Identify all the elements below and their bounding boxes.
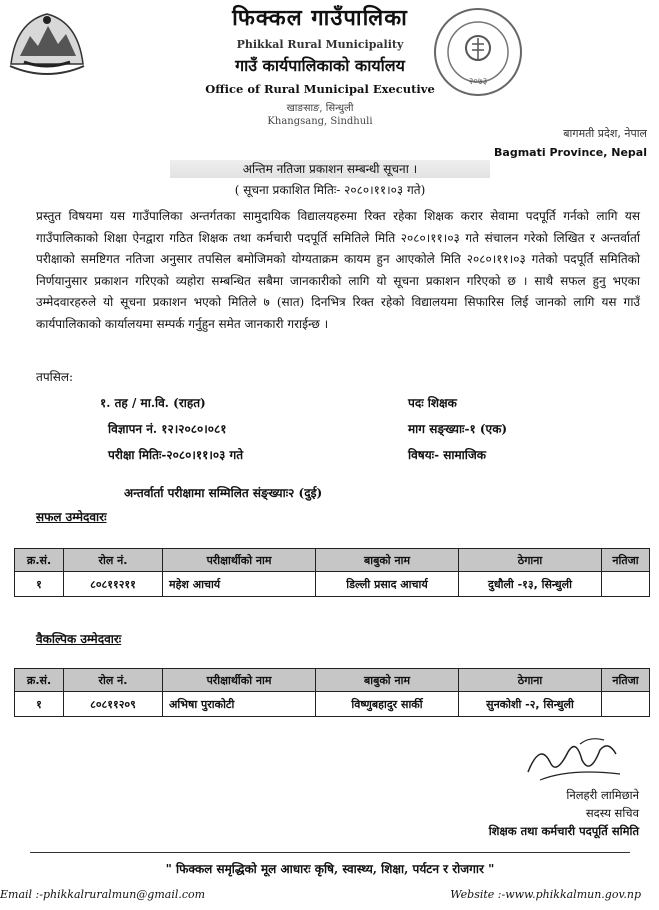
footer-divider	[30, 852, 630, 853]
office-title-ne: गाउँ कार्यपालिकाको कार्यालय	[235, 56, 405, 75]
cell-sn: १	[15, 692, 64, 717]
province-ne: बागमती प्रदेश, नेपाल	[563, 127, 647, 140]
col-father: बाबुको नाम	[316, 669, 459, 692]
subject-detail: विषयः- सामाजिक	[408, 448, 486, 462]
svg-text:२०७३: २०७३	[468, 77, 488, 87]
cell-address: दुधौली -१३, सिन्धुली	[459, 572, 602, 597]
interview-count: अन्तर्वार्ता परीक्षामा सम्मिलित संङ्ख्याः२ (दुई)	[124, 486, 323, 500]
alternate-title: वैकल्पिक उम्मेदवारः	[36, 632, 122, 646]
post-detail: पदः शिक्षक	[408, 396, 457, 410]
successful-title: सफल उम्मेदवारः	[36, 510, 107, 524]
col-sn: क्र.सं.	[15, 549, 64, 572]
demand-detail: माग सङ्ख्याः-१ (एक)	[408, 422, 508, 436]
signatory-committee: शिक्षक तथा कर्मचारी पदपूर्ति समिति	[488, 824, 639, 838]
cell-result	[602, 692, 650, 717]
footer-slogan: " फिक्कल समृद्धिको मूल आधारः कृषि, स्वास्थ्य, शिक्षा, पर्यटन र रोजगार "	[165, 862, 495, 876]
cell-roll: ८०८११२०९	[64, 692, 163, 717]
place-ne: खाङसाङ, सिन्धुली	[286, 103, 354, 114]
col-roll: रोल नं.	[64, 549, 163, 572]
cell-father: डिल्ली प्रसाद आचार्य	[316, 572, 459, 597]
col-name: परीक्षार्थीको नाम	[163, 549, 316, 572]
col-sn: क्र.सं.	[15, 669, 64, 692]
footer-website: Website :-www.phikkalmun.gov.np	[450, 888, 641, 901]
cell-name: महेश आचार्य	[163, 572, 316, 597]
handwritten-signature	[520, 732, 630, 786]
alternate-table	[14, 668, 650, 717]
successful-table	[14, 548, 650, 597]
notice-body: प्रस्तुत विषयमा यस गाउँपालिका अन्तर्गतका सामुदायिक विद्यालयहरुमा रिक्त रहेका शिक्षक करार सेवामा पदपूर्ति गर्नको लागि यस गाउँपालिकाको शिक्षा ऐनद्वारा गठित शिक्षक तथा कर्मचारी पदपूर्ति समितिले मिति २०८०।११।०३ गते संचालन गरेको लिखित र अन्तर्वार्ता परीक्षाको समष्टिगत नतिजा अनुसार तपसिल बमोजिमको योग्यताक्रम कायम हुन आएकोले मिति २०८०।११।०३ गतेको पदपूर्ति समितिको निर्णयानुसार प्रकाशन गरिएको व्यहोरा सम्बन्धित सबैमा जानकारीको लागि यो सूचना प्रकाशन गरिएको छ । साथै सफल हुनु भएका उम्मेदवारहरुले यो सूचना प्रकाशन भएको मितिले ७ (सात) दिनभित्र रिक्त रहेको विद्यालयमा सिफारिस लिई जानको लागि यस गाउँ कार्यपालिकाको कार्यालयमा सम्पर्क गर्नुहुन समेत जानकारी गराईन्छ ।	[36, 209, 640, 331]
advert-detail: विज्ञापन नं. १२।२०८०।०८१	[108, 422, 227, 436]
col-address: ठेगाना	[459, 549, 602, 572]
tapasil-label: तपसिल:	[36, 370, 74, 384]
footer-email: Email :-phikkalruralmun@gmail.com	[0, 888, 206, 901]
cell-result	[602, 572, 650, 597]
col-result: नतिजा	[602, 549, 650, 572]
exam-date-detail: परीक्षा मितिः-२०८०।११।०३ गते	[108, 448, 244, 462]
municipality-title-en: Phikkal Rural Municipality	[236, 38, 404, 51]
signatory-name: निलहरी लामिछाने	[566, 788, 639, 802]
signatory-role: सदस्य सचिव	[585, 806, 639, 820]
table-header-row	[15, 549, 650, 572]
office-title-en: Office of Rural Municipal Executive	[205, 82, 435, 96]
col-roll: रोल नं.	[64, 669, 163, 692]
cell-sn: १	[15, 572, 64, 597]
province-en: Bagmati Province, Nepal	[494, 146, 647, 159]
notice-subject: अन्तिम नतिजा प्रकाशन सम्बन्धी सूचना ।	[170, 160, 490, 178]
place-en: Khangsang, Sindhuli	[267, 116, 373, 127]
cell-name: अभिषा पुराकोटी	[163, 692, 316, 717]
cell-roll: ८०८११२११	[64, 572, 163, 597]
municipality-title-ne: फिक्कल गाउँपालिका	[232, 5, 408, 31]
table-header-row	[15, 669, 650, 692]
notice-publish-date: ( सूचना प्रकाशित मितिः- २०८०।११।०३ गते)	[234, 183, 426, 197]
table-row	[15, 572, 650, 597]
col-name: परीक्षार्थीको नाम	[163, 669, 316, 692]
table-row	[15, 692, 650, 717]
cell-father: विष्णुबहादुर सार्की	[316, 692, 459, 717]
nepal-emblem-logo	[6, 4, 88, 78]
level-detail: १. तह / मा.वि. (राहत)	[100, 396, 206, 410]
col-result: नतिजा	[602, 669, 650, 692]
cell-address: सुनकोशी -२, सिन्धुली	[459, 692, 602, 717]
col-address: ठेगाना	[459, 669, 602, 692]
col-father: बाबुको नाम	[316, 549, 459, 572]
